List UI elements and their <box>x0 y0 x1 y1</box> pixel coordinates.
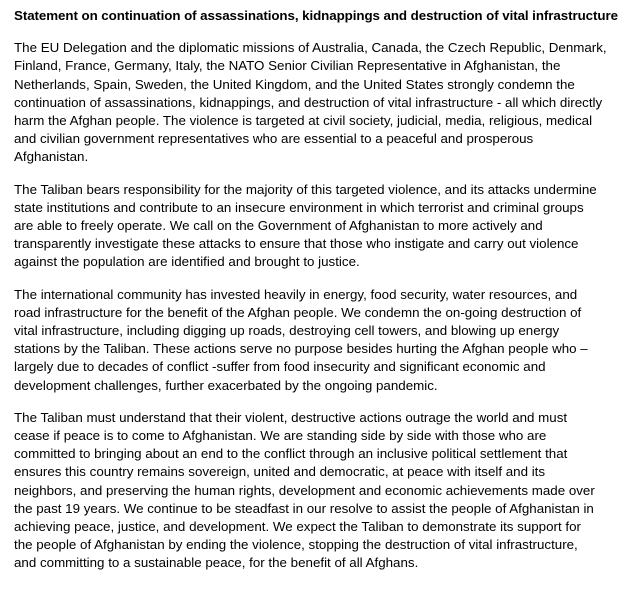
text-line: The Taliban bears responsibility for the majority of this targeted violence, and its attacks undermine <box>14 181 597 197</box>
text-line: The international community has invested heavily in energy, food security, water resources, and <box>14 286 578 302</box>
text-line: The EU Delegation and the diplomatic missions of Australia, Canada, the Czech Republic, Denmark, <box>14 40 607 56</box>
text-line: are able to freely operate. We call on the Government of Afghanistan to more actively and <box>14 218 543 234</box>
text-line: and committing to a sustainable peace, for the benefit of all Afghans. <box>14 555 419 571</box>
paragraph-3 <box>14 286 614 395</box>
text-line: development challenges, further exacerbated by the ongoing pandemic. <box>14 377 438 393</box>
text-line: ensures this country remains sovereign, united and democratic, at peace with itself and its <box>14 464 546 480</box>
text-line: Afghanistan. <box>14 149 89 165</box>
text-line: transparently investigate these attacks to ensure that those who instigate and carry out violence <box>14 236 579 252</box>
paragraph-1 <box>14 39 614 166</box>
text-line: neighbors, and preserving the human rights, development and economic achievements made over <box>14 482 595 498</box>
text-line: road infrastructure for the benefit of the Afghan people. We condemn the on-going destruction of <box>14 304 582 320</box>
document-body <box>14 7 618 587</box>
text-line: state institutions and contribute to an insecure environment in which terrorist and criminal groups <box>14 199 584 215</box>
text-line: harm the Afghan people. The violence is targeted at civil society, judicial, media, religious, medical <box>14 113 593 129</box>
paragraph-4 <box>14 409 614 573</box>
text-line: Netherlands, Spain, Sweden, the United Kingdom, and the United States strongly condemn the <box>14 76 575 92</box>
paragraph-2 <box>14 181 614 272</box>
text-line: the past 19 years. We continue to be steadfast in our resolve to assist the people of Afghanistan in <box>14 500 594 516</box>
text-line: the people of Afghanistan by ending the violence, stopping the destruction of vital infrastructure, <box>14 537 578 553</box>
text-line: committed to bringing about an end to the conflict through an inclusive political settlement that <box>14 446 568 462</box>
text-line: and civilian government representatives who are essential to a peaceful and prosperous <box>14 131 534 147</box>
text-line: The Taliban must understand that their violent, destructive actions outrage the world and must <box>14 409 568 425</box>
text-line: largely due to decades of conflict -suffer from food insecurity and significant economic and <box>14 359 546 375</box>
text-line: vital infrastructure, including digging up roads, destroying cell towers, and blowing up energy <box>14 323 560 339</box>
text-line: Finland, France, Germany, Italy, the NATO Senior Civilian Representative in Afghanistan, the <box>14 58 561 74</box>
text-line: achieving peace, justice, and development. We expect the Taliban to demonstrate its support for <box>14 519 581 535</box>
document-title: Statement on continuation of assassinations, kidnappings and destruction of vital infrastructure <box>14 8 618 23</box>
text-line: against the population are identified and brought to justice. <box>14 254 360 270</box>
text-line: stations by the Taliban. These actions serve no purpose besides hurting the Afghan people who – <box>14 341 588 357</box>
text-line: cease if peace is to come to Afghanistan. We are standing side by side with those who are <box>14 428 547 444</box>
text-line: continuation of assassinations, kidnappings, and destruction of vital infrastructure - all which directly <box>14 94 603 110</box>
